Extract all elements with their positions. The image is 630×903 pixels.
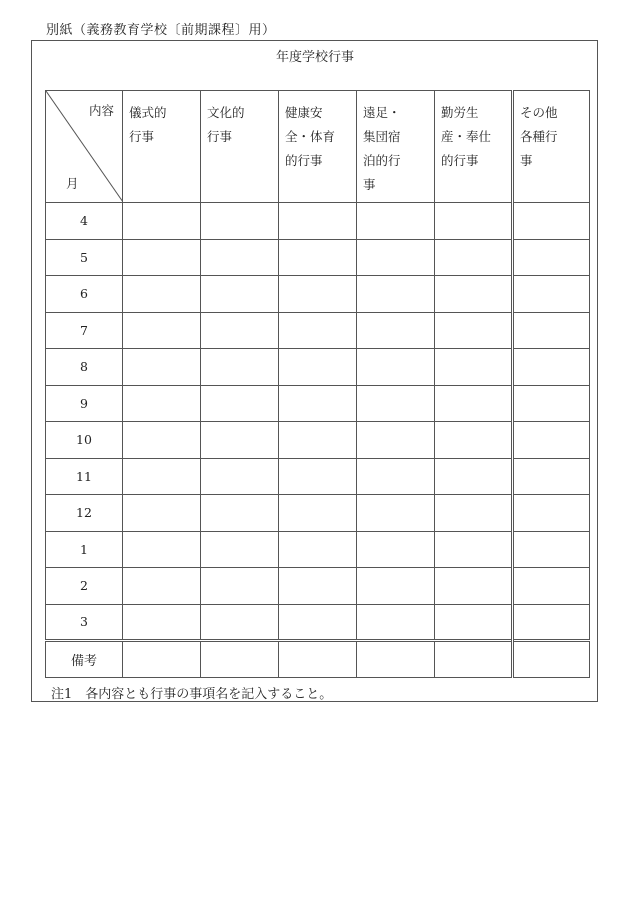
entry-cell[interactable] (435, 349, 513, 386)
document-caption: 別紙（義務教育学校〔前期課程〕用） (46, 23, 276, 38)
entry-cell[interactable] (435, 458, 513, 495)
entry-cell[interactable] (435, 531, 513, 568)
month-row (46, 349, 590, 386)
entry-cell[interactable] (435, 276, 513, 313)
month-cell: 3 (46, 604, 123, 641)
entry-cell[interactable] (435, 495, 513, 532)
entry-cell[interactable] (279, 276, 357, 313)
footnote: 注1 各内容とも行事の事項名を記入すること。 (51, 687, 333, 702)
entry-cell[interactable] (201, 531, 279, 568)
entry-cell[interactable] (357, 203, 435, 240)
remarks-entry-cell[interactable] (201, 641, 279, 678)
entry-cell[interactable] (123, 422, 201, 459)
category-other: その他 各種行 事 (513, 91, 590, 203)
entry-cell[interactable] (123, 458, 201, 495)
remarks-entry-cell[interactable] (123, 641, 201, 678)
entry-cell[interactable] (357, 312, 435, 349)
category-cultural: 文化的 行事 (201, 91, 279, 203)
month-row (46, 239, 590, 276)
month-row (46, 568, 590, 605)
month-cell: 7 (46, 312, 123, 349)
category-excursion: 遠足・ 集団宿 泊的行 事 (357, 91, 435, 203)
entry-cell[interactable] (201, 422, 279, 459)
month-row (46, 531, 590, 568)
category-labor-service: 勤労生 産・奉仕 的行事 (435, 91, 513, 203)
entry-cell[interactable] (513, 312, 590, 349)
entry-cell[interactable] (357, 458, 435, 495)
entry-cell[interactable] (279, 422, 357, 459)
entry-cell[interactable] (123, 568, 201, 605)
entry-cell[interactable] (435, 568, 513, 605)
entry-cell[interactable] (279, 495, 357, 532)
month-row (46, 276, 590, 313)
month-cell: 12 (46, 495, 123, 532)
entry-cell[interactable] (357, 239, 435, 276)
remarks-row (46, 641, 590, 678)
entry-cell[interactable] (123, 385, 201, 422)
entry-cell[interactable] (201, 604, 279, 641)
entry-cell[interactable] (279, 458, 357, 495)
month-row (46, 422, 590, 459)
month-cell: 4 (46, 203, 123, 240)
entry-cell[interactable] (201, 568, 279, 605)
remarks-entry-cell[interactable] (513, 641, 590, 678)
entry-cell[interactable] (201, 458, 279, 495)
entry-cell[interactable] (201, 276, 279, 313)
table-title: 年度学校行事 (275, 50, 354, 65)
entry-cell[interactable] (435, 239, 513, 276)
entry-cell[interactable] (279, 385, 357, 422)
entry-cell[interactable] (201, 495, 279, 532)
month-cell: 1 (46, 531, 123, 568)
entry-cell[interactable] (279, 312, 357, 349)
entry-cell[interactable] (513, 422, 590, 459)
entry-cell[interactable] (357, 568, 435, 605)
entry-cell[interactable] (123, 349, 201, 386)
entry-cell[interactable] (513, 458, 590, 495)
month-cell: 2 (46, 568, 123, 605)
entry-cell[interactable] (513, 203, 590, 240)
entry-cell[interactable] (513, 604, 590, 641)
entry-cell[interactable] (123, 276, 201, 313)
entry-cell[interactable] (513, 349, 590, 386)
entry-cell[interactable] (357, 385, 435, 422)
entry-cell[interactable] (123, 239, 201, 276)
month-cell: 11 (46, 458, 123, 495)
diagonal-header-cell (46, 91, 123, 203)
entry-cell[interactable] (123, 312, 201, 349)
month-row (46, 495, 590, 532)
entry-cell[interactable] (357, 531, 435, 568)
entry-cell[interactable] (201, 385, 279, 422)
month-label: 月 (66, 176, 79, 191)
entry-cell[interactable] (513, 531, 590, 568)
remarks-entry-cell[interactable] (357, 641, 435, 678)
remarks-label: 備考 (46, 641, 123, 678)
entry-cell[interactable] (201, 349, 279, 386)
entry-cell[interactable] (201, 203, 279, 240)
category-ceremonial: 儀式的 行事 (123, 91, 201, 203)
entry-cell[interactable] (279, 203, 357, 240)
month-cell: 6 (46, 276, 123, 313)
month-cell: 9 (46, 385, 123, 422)
month-row (46, 458, 590, 495)
entry-cell[interactable] (201, 239, 279, 276)
entry-cell[interactable] (357, 349, 435, 386)
entry-cell[interactable] (513, 239, 590, 276)
entry-cell[interactable] (279, 349, 357, 386)
remarks-entry-cell[interactable] (279, 641, 357, 678)
entry-cell[interactable] (435, 604, 513, 641)
entry-cell[interactable] (357, 495, 435, 532)
content-label: 内容 (88, 103, 114, 118)
entry-cell[interactable] (357, 604, 435, 641)
entry-cell[interactable] (201, 312, 279, 349)
entry-cell[interactable] (279, 239, 357, 276)
entry-cell[interactable] (513, 495, 590, 532)
month-cell: 8 (46, 349, 123, 386)
month-row (46, 203, 590, 240)
entry-cell[interactable] (513, 568, 590, 605)
entry-cell[interactable] (123, 604, 201, 641)
month-cell: 5 (46, 239, 123, 276)
category-health-sports: 健康安 全・体育 的行事 (279, 91, 357, 203)
entry-cell[interactable] (357, 422, 435, 459)
remarks-entry-cell[interactable] (435, 641, 513, 678)
entry-cell[interactable] (279, 568, 357, 605)
month-row (46, 312, 590, 349)
entry-cell[interactable] (513, 385, 590, 422)
entry-cell[interactable] (435, 422, 513, 459)
entry-cell[interactable] (435, 203, 513, 240)
entry-cell[interactable] (279, 531, 357, 568)
entry-cell[interactable] (279, 604, 357, 641)
month-row (46, 604, 590, 641)
header-row (46, 91, 590, 203)
entry-cell[interactable] (123, 531, 201, 568)
entry-cell[interactable] (357, 276, 435, 313)
month-row (46, 385, 590, 422)
entry-cell[interactable] (435, 312, 513, 349)
month-cell: 10 (46, 422, 123, 459)
school-events-table (45, 90, 590, 678)
entry-cell[interactable] (435, 385, 513, 422)
entry-cell[interactable] (513, 276, 590, 313)
entry-cell[interactable] (123, 203, 201, 240)
entry-cell[interactable] (123, 495, 201, 532)
